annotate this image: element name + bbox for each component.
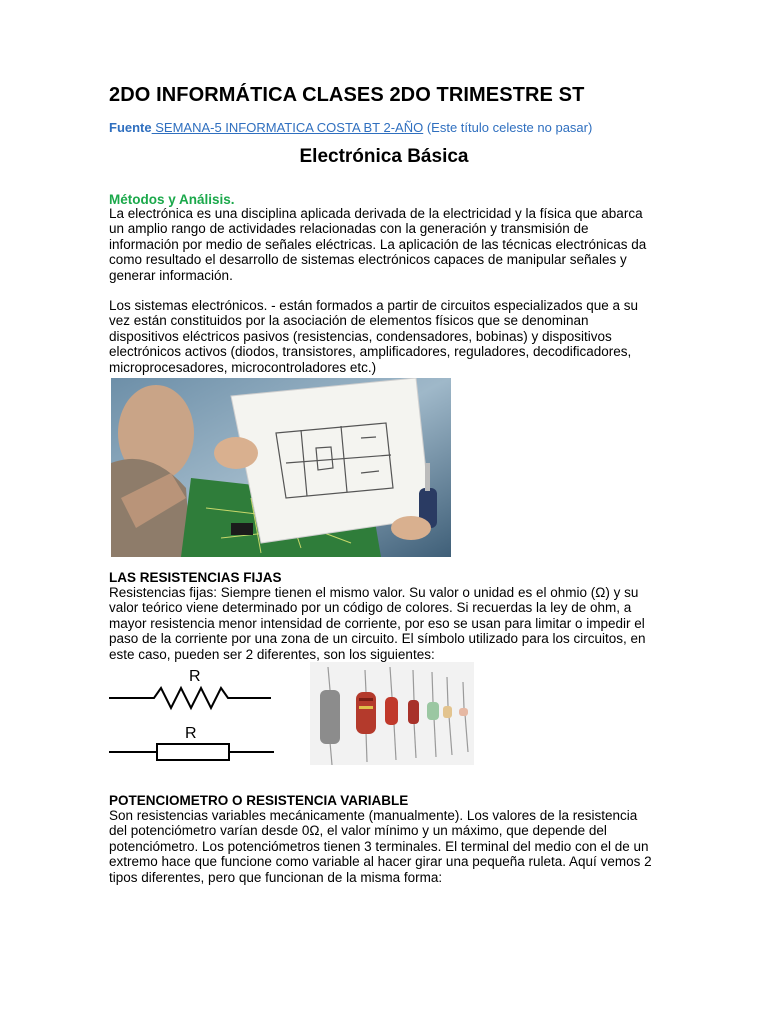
- page-title: 2DO INFORMÁTICA CLASES 2DO TRIMESTRE ST: [109, 84, 585, 106]
- box-resistor-symbol: [109, 744, 274, 760]
- paragraph-variable-resistor: Son resistencias variables mecánicamente (manualmente). Los valores de la resistencia del potenciómetro varían desde 0Ω, el valor mínimo y un máximo, que depende del potenciómetro. Los potenciómetros tienen 3 terminales. El terminal del medio con el de un extremo hace que funcione como variable al hacer girar una pequeña ruleta. Aquí vemos 2 tipos diferentes, pero que funcionan de la misma forma:: [109, 808, 652, 885]
- resistors-photo: [310, 662, 474, 765]
- source-link[interactable]: SEMANA-5 INFORMATICA COSTA BT 2-AÑO: [151, 120, 424, 135]
- source-label: Fuente: [109, 120, 152, 135]
- section-fixed-resistors-heading: LAS RESISTENCIAS FIJAS: [109, 570, 282, 585]
- circuit-schematic-photo: [111, 378, 451, 557]
- zigzag-resistor-symbol: [109, 688, 271, 708]
- paragraph-fixed-resistors: Resistencias fijas: Siempre tienen el mismo valor. Su valor o unidad es el ohmio (Ω) y su valor teórico viene determinado por un código de colores. Si recuerdas la ley de ohm, a mayor resistencia menor intensidad de corriente, por eso se usan para limitar o impedir el paso de la corriente por una zona de un circuito. El símbolo utilizado para los circuitos, en este caso, pueden ser 2 diferentes, son los siguientes:: [109, 585, 646, 662]
- paragraph-systems: Los sistemas electrónicos. - están formados a partir de circuitos especializados que a su vez están constituidos por la asociación de elementos físicos que se denominan dispositivos eléctricos pasivos (resistencias, condensadores, bobinas) y dispositivos electrónicos activos (diodos, transistores, amplificadores, reguladores, decodificadores, microprocesadores, microcontroladores etc.): [109, 298, 639, 375]
- section-methods-heading: Métodos y Análisis.: [109, 192, 235, 207]
- source-note: (Este título celeste no pasar): [423, 120, 593, 135]
- section-variable-resistor-heading: POTENCIOMETRO O RESISTENCIA VARIABLE: [109, 793, 409, 808]
- resistor-symbols: [109, 664, 279, 764]
- symbol-label-zigzag: R: [189, 668, 201, 685]
- paragraph-intro: La electrónica es una disciplina aplicada derivada de la electricidad y la física que abarca un amplio rango de actividades relacionadas con la generación y transmisión de información por medio de señales eléctricas. La aplicación de las técnicas electrónicas da como resultado el desarrollo de sistemas electrónicos capaces de manipular señales y generar información.: [109, 206, 647, 283]
- document-subtitle: Electrónica Básica: [299, 146, 469, 167]
- source-line: [109, 120, 592, 135]
- symbol-label-box: R: [185, 725, 197, 742]
